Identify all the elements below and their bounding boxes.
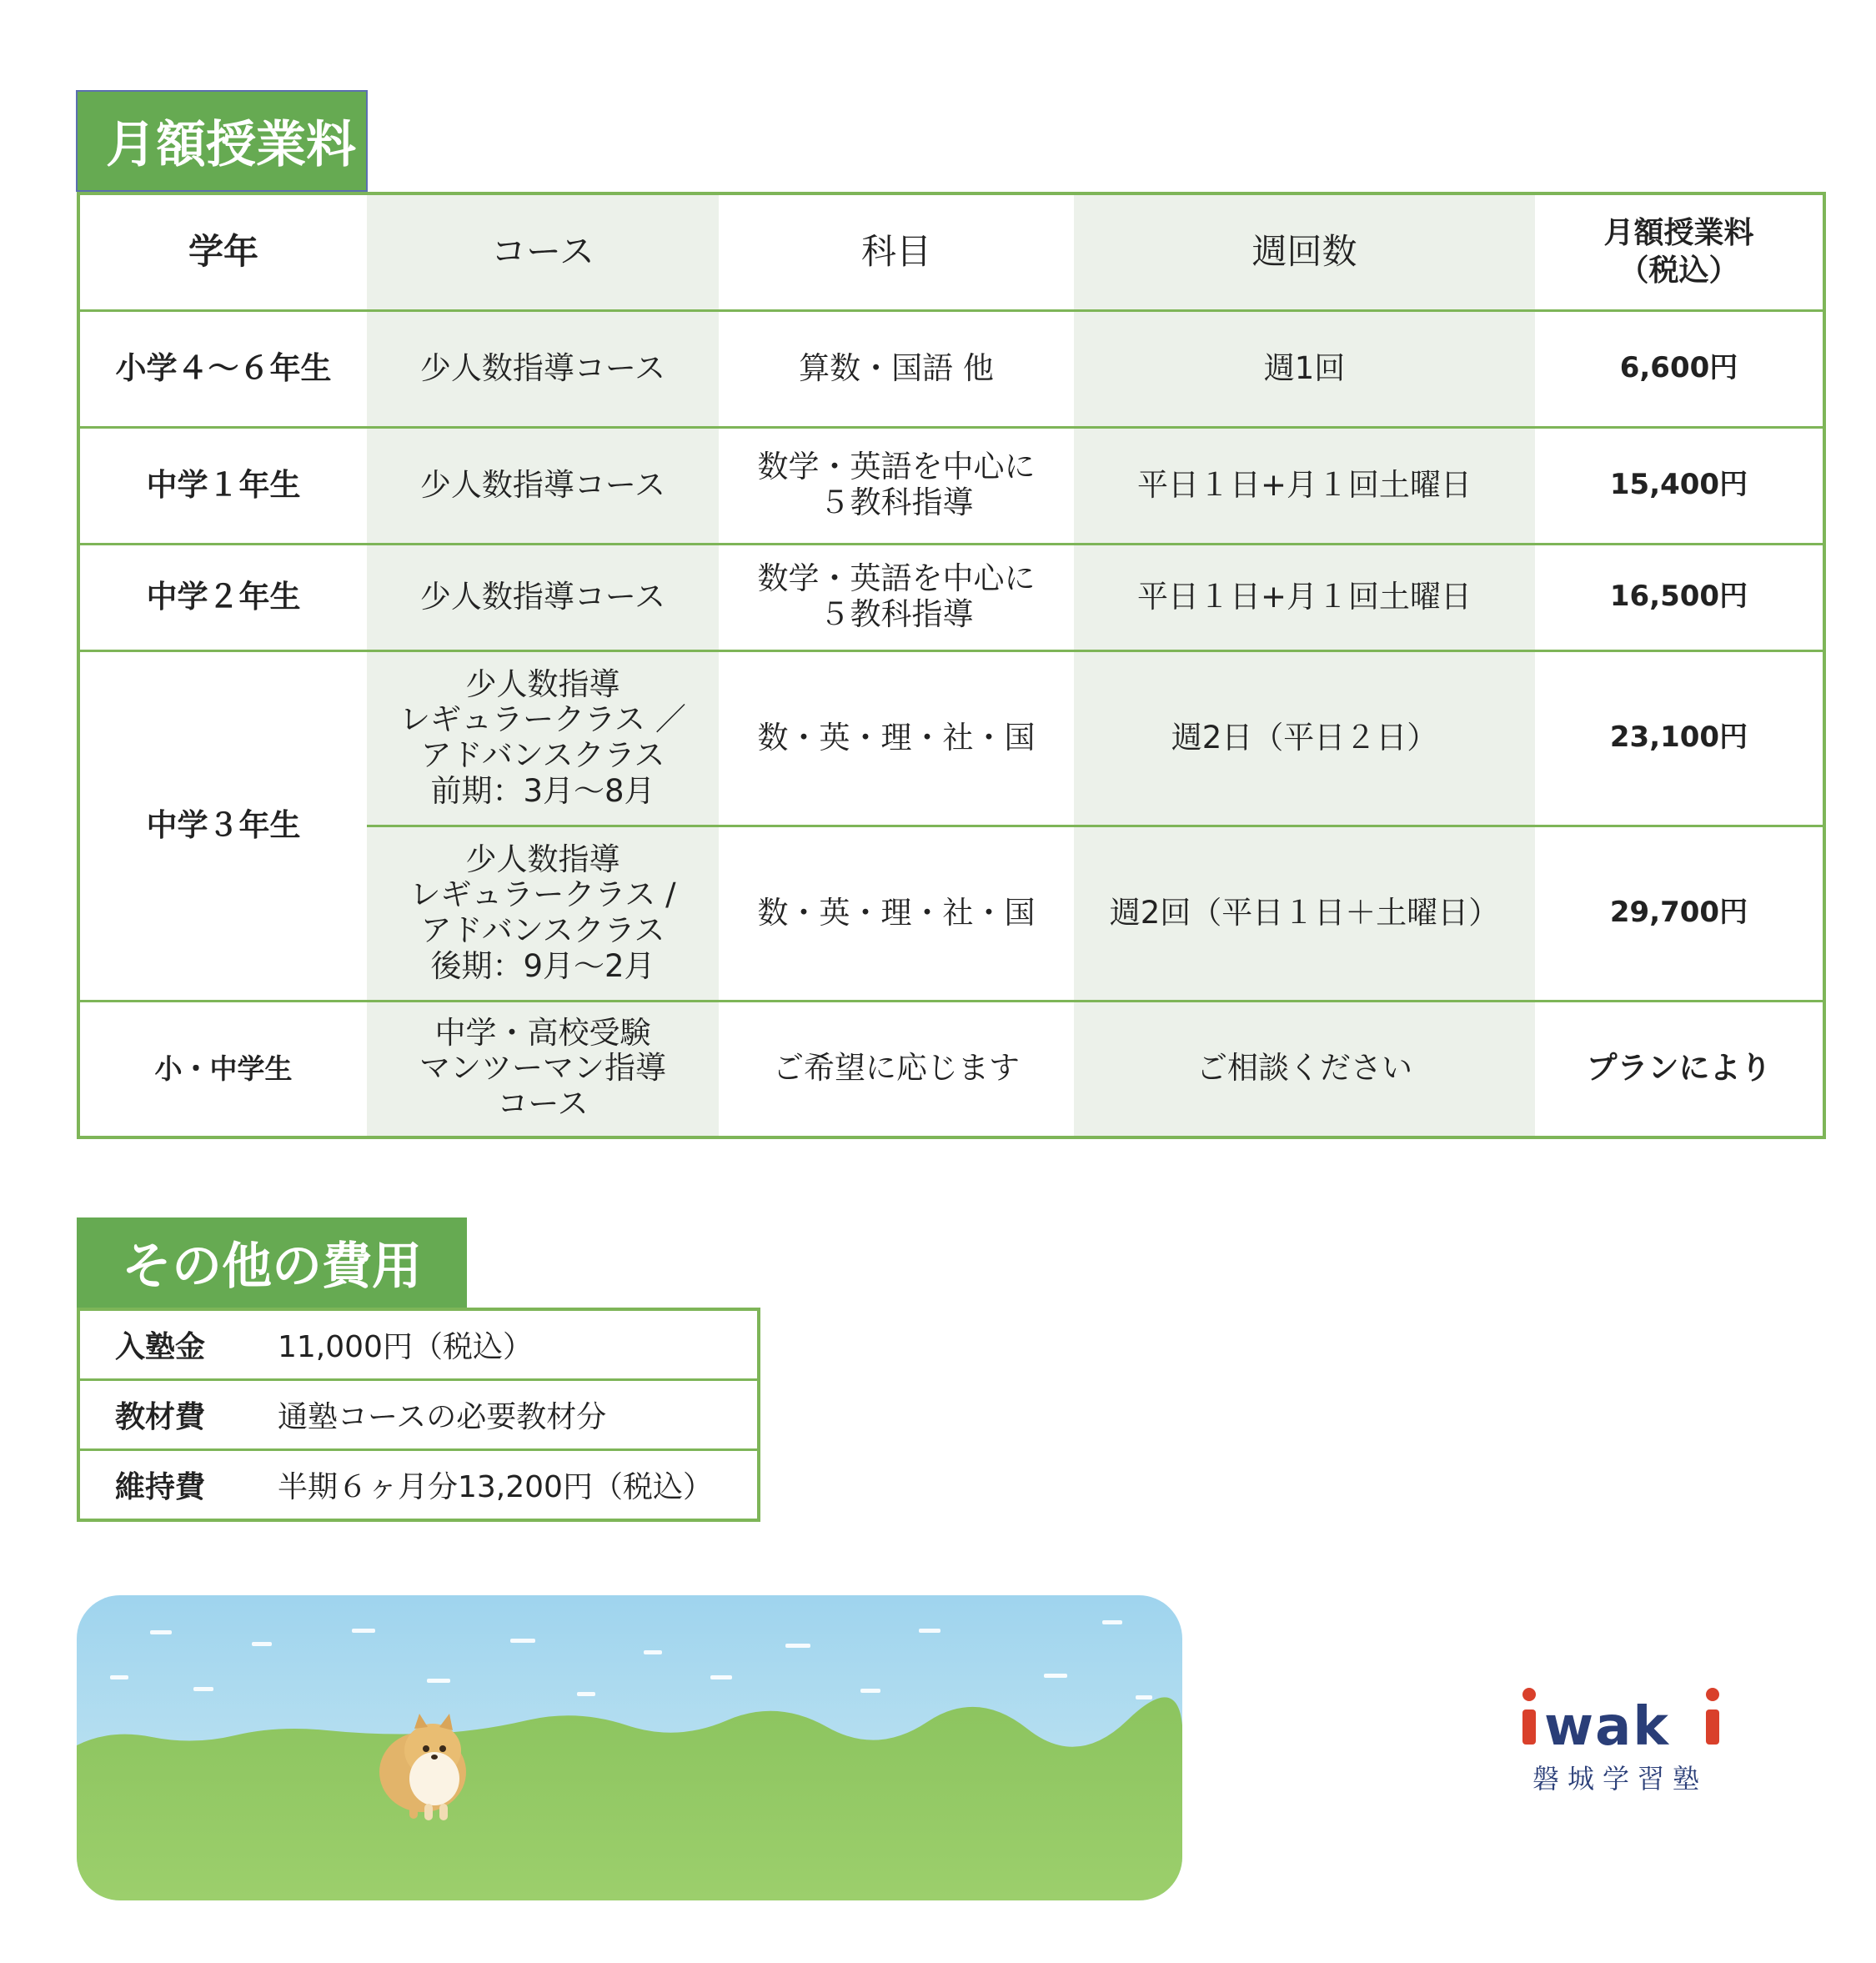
subject-cell — [719, 544, 1074, 650]
course-line: コース — [497, 1086, 589, 1122]
subject-cell — [719, 826, 1074, 1001]
table-header-row — [78, 193, 1824, 310]
logo-wordmark: wak — [1544, 1696, 1670, 1758]
frequency-cell: 週2日（平日２日） — [1074, 650, 1535, 826]
table-row — [78, 1450, 759, 1521]
header-subject: 科目 — [719, 193, 1074, 310]
fee-label: 教材費 — [78, 1380, 271, 1450]
header-monthly-fee — [1535, 193, 1824, 310]
subject-line: ５教科指導 — [819, 596, 974, 632]
course-line: アドバンスクラス — [420, 737, 665, 773]
table-row — [78, 1380, 759, 1450]
frequency-cell: 週1回 — [1074, 310, 1535, 427]
course-cell — [367, 544, 719, 650]
grade-cell: 中学２年生 — [78, 544, 367, 650]
logo-dot-right — [1706, 1688, 1719, 1701]
grade-cell: 小・中学生 — [78, 1001, 367, 1137]
course-line: マンツーマン指導 — [419, 1050, 666, 1087]
logo-dot-left — [1522, 1688, 1536, 1701]
fee-value: 半期６ヶ月分13,200円（税込） — [271, 1450, 759, 1521]
fee-value: 11,000円（税込） — [271, 1309, 759, 1380]
course-line: 前期：3月～8月 — [430, 772, 655, 809]
subject-cell — [719, 650, 1074, 826]
grade-cell: 中学１年生 — [78, 427, 367, 544]
fee-cell: 29,700円 — [1535, 826, 1824, 1001]
meadow-illustration — [77, 1595, 1182, 1900]
table-row — [78, 650, 1824, 826]
meadow-svg — [77, 1595, 1182, 1900]
course-cell — [367, 826, 719, 1001]
header-frequency: 週回数 — [1074, 193, 1535, 310]
frequency-cell: ご相談ください — [1074, 1001, 1535, 1137]
course-line: レギュラークラス ／ — [399, 701, 686, 738]
subject-line: 数・英・理・社・国 — [757, 719, 1036, 756]
course-line: 後期：9月～2月 — [430, 947, 655, 984]
frequency-cell: 週2回（平日１日＋土曜日） — [1074, 826, 1535, 1001]
subject-line: 算数・国語 他 — [799, 349, 994, 386]
course-cell — [367, 650, 719, 826]
fee-label: 入塾金 — [78, 1309, 271, 1380]
subject-cell — [719, 310, 1074, 427]
fee-label: 維持費 — [78, 1450, 271, 1521]
header-fee-line1: 月額授業料 — [1603, 216, 1754, 251]
monthly-fee-title: 月額授業料 — [76, 90, 368, 192]
grade-cell: 中学３年生 — [78, 650, 367, 1001]
subject-line: ５教科指導 — [819, 484, 974, 520]
fee-cell: 16,500円 — [1535, 544, 1824, 650]
fee-cell: 6,600円 — [1535, 310, 1824, 427]
table-row — [78, 310, 1824, 427]
course-cell — [367, 1001, 719, 1137]
course-line: レギュラークラス / — [409, 876, 676, 913]
monthly-fee-table — [77, 192, 1826, 1139]
course-cell — [367, 427, 719, 544]
course-line: 少人数指導 — [465, 841, 620, 877]
subject-line: 数・英・理・社・国 — [757, 894, 1036, 931]
header-fee-line2: （税込） — [1618, 254, 1739, 289]
header-grade: 学年 — [78, 193, 367, 310]
subject-cell — [719, 1001, 1074, 1137]
fee-cell: 15,400円 — [1535, 427, 1824, 544]
table-row — [78, 1309, 759, 1380]
course-line: 中学・高校受験 — [434, 1014, 651, 1051]
course-line: 少人数指導コース — [419, 349, 666, 386]
fee-value: 通塾コースの必要教材分 — [271, 1380, 759, 1450]
subject-line: 数学・英語を中心に — [757, 449, 1036, 485]
grade-cell: 小学４～６年生 — [78, 310, 367, 427]
subject-line: 数学・英語を中心に — [757, 560, 1036, 597]
fee-cell: プランにより — [1535, 1001, 1824, 1137]
course-line: 少人数指導コース — [419, 466, 666, 503]
other-fees-table — [77, 1308, 760, 1522]
course-line: アドバンスクラス — [420, 912, 665, 948]
logo-i-left — [1522, 1709, 1536, 1745]
course-line: 少人数指導コース — [419, 578, 666, 615]
logo-i-right — [1706, 1709, 1719, 1745]
other-fees-title: その他の費用 — [77, 1217, 467, 1308]
frequency-cell: 平日１日+月１回土曜日 — [1074, 427, 1535, 544]
course-cell — [367, 310, 719, 427]
frequency-cell: 平日１日+月１回土曜日 — [1074, 544, 1535, 650]
table-row — [78, 544, 1824, 650]
fee-cell: 23,100円 — [1535, 650, 1824, 826]
table-row — [78, 1001, 1824, 1137]
logo-school-name: 磐城学習塾 — [1532, 1763, 1708, 1795]
course-line: 少人数指導 — [465, 665, 620, 702]
table-row — [78, 427, 1824, 544]
header-course: コース — [367, 193, 719, 310]
subject-cell — [719, 427, 1074, 544]
subject-line: ご希望に応じます — [773, 1050, 1020, 1087]
